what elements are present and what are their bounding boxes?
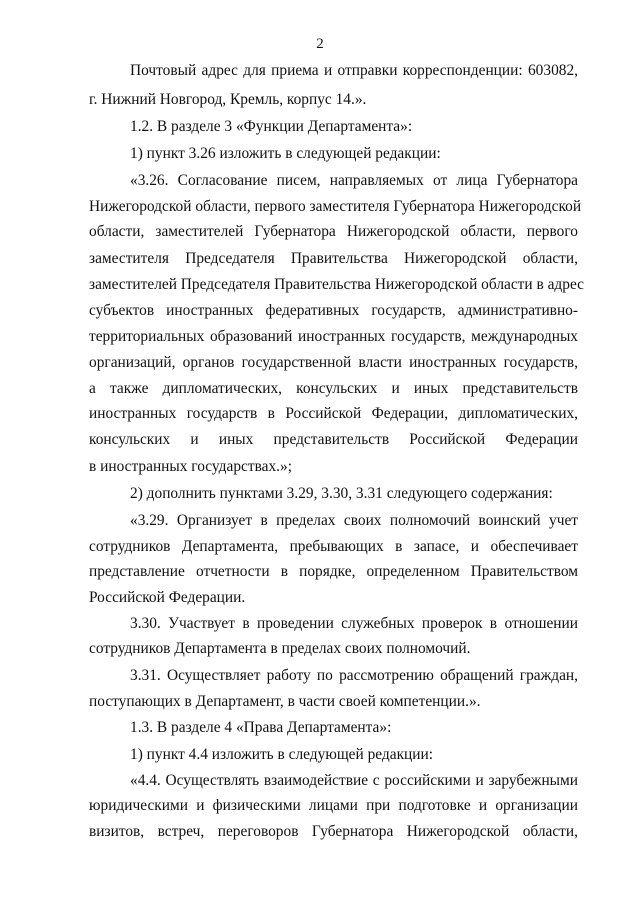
text-line: 1) пункт 4.4 изложить в следующей редакции:: [130, 746, 434, 763]
text-line: «4.4. Осуществлять взаимодействие с российскими и зарубежными: [130, 772, 578, 789]
text-line: поступающих в Департамент, в части своей компетенции.».: [89, 693, 481, 710]
text-line: организаций, органов государственной власти иностранных государств,: [89, 354, 578, 371]
text-line: визитов, встреч, переговоров Губернатора Нижегородской области,: [89, 823, 578, 840]
text-line: территориальных образований иностранных государств, международных: [89, 328, 578, 345]
text-line: «3.26. Согласование писем, направляемых от лица Губернатора: [130, 172, 578, 189]
text-line: Нижегородской области, первого заместителя Губернатора Нижегородской: [89, 198, 582, 215]
text-line: 1) пункт 3.26 изложить в следующей редакции:: [130, 145, 441, 162]
text-line: г. Нижний Новгород, Кремль, корпус 14.».: [89, 91, 367, 108]
text-line: заместителей Председателя Правительства Нижегородской области в адрес: [89, 276, 584, 293]
text-line: «3.29. Организует в пределах своих полномочий воинский учет: [130, 512, 578, 529]
page-number: 2: [316, 36, 324, 52]
text-line: 1.3. В разделе 4 «Права Департамента»:: [130, 719, 392, 736]
text-line: области, заместителей Губернатора Нижегородской области, первого: [89, 223, 578, 240]
text-line: сотрудников Департамента, пребывающих в запасе, и обеспечивает: [89, 538, 578, 555]
text-line: представление отчетности в порядке, определенном Правительством: [89, 563, 578, 580]
text-line: 1.2. В разделе 3 «Функции Департамента»:: [130, 118, 413, 135]
text-line: Почтовый адрес для приема и отправки корреспонденции: 603082,: [130, 62, 578, 79]
text-line: заместителя Председателя Правительства Нижегородской области,: [89, 250, 578, 267]
text-line: юридическими и физическими лицами при подготовке и организации: [89, 797, 578, 814]
text-line: Российской Федерации.: [89, 589, 246, 606]
text-line: сотрудников Департамента в пределах своих полномочий.: [89, 640, 471, 657]
text-line: консульских и иных представительств Российской Федерации: [89, 431, 578, 448]
text-line: 3.30. Участвует в проведении служебных проверок в отношении: [130, 615, 578, 632]
text-line: иностранных государств в Российской Федерации, дипломатических,: [89, 405, 578, 422]
text-line: 2) дополнить пунктами 3.29, 3.30, 3.31 следующего содержания:: [130, 485, 553, 502]
text-line: субъектов иностранных федеративных государств, административно-: [89, 302, 578, 319]
text-line: а также дипломатических, консульских и иных представительств: [89, 380, 578, 397]
text-line: в иностранных государствах.»;: [89, 458, 292, 475]
text-line: 3.31. Осуществляет работу по рассмотрению обращений граждан,: [130, 667, 578, 684]
